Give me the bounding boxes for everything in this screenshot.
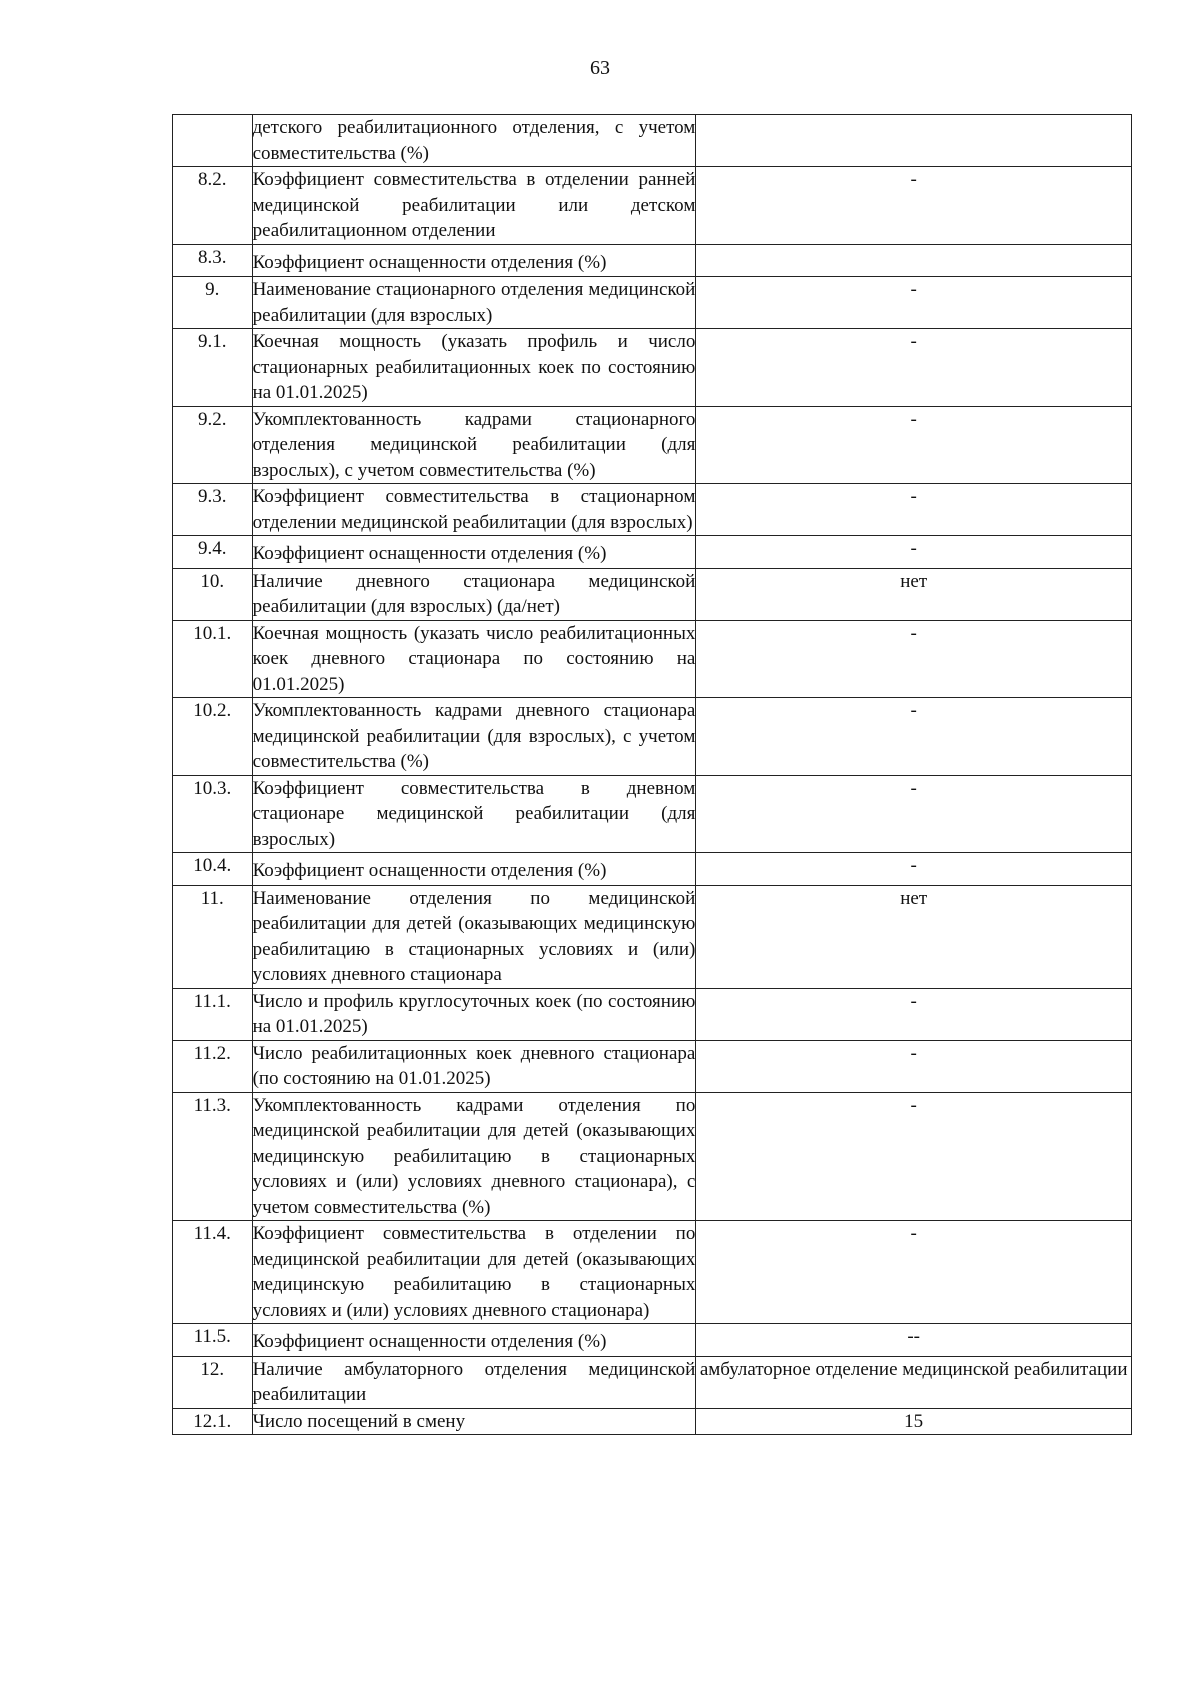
row-description: детского реабилитационного отделения, с учетом совместительства (%) (252, 115, 696, 167)
row-description: Коэффициент оснащенности отделения (%) (252, 536, 696, 569)
row-number: 8.2. (173, 167, 253, 245)
row-number: 12.1. (173, 1408, 253, 1435)
row-number: 10. (173, 568, 253, 620)
row-description: Наличие амбулаторного отделения медицинской реабилитации (252, 1356, 696, 1408)
row-number: 10.3. (173, 775, 253, 853)
row-description: Коэффициент совместительства в дневном стационаре медицинской реабилитации (для взрослых) (252, 775, 696, 853)
row-number: 9.2. (173, 406, 253, 484)
row-number: 8.3. (173, 244, 253, 277)
row-description: Укомплектованность кадрами стационарного отделения медицинской реабилитации (для взрослых), с учетом совместительства (%) (252, 406, 696, 484)
row-value: - (696, 853, 1132, 886)
table-row (173, 536, 1132, 569)
row-description: Наличие дневного стационара медицинской реабилитации (для взрослых) (да/нет) (252, 568, 696, 620)
row-description: Число и профиль круглосуточных коек (по состоянию на 01.01.2025) (252, 988, 696, 1040)
row-description: Коэффициент оснащенности отделения (%) (252, 1324, 696, 1357)
row-value: - (696, 1221, 1132, 1324)
table-row (173, 1040, 1132, 1092)
row-description: Коечная мощность (указать профиль и число стационарных реабилитационных коек по состоянию на 01.01.2025) (252, 329, 696, 407)
row-value: - (696, 406, 1132, 484)
table-row (173, 775, 1132, 853)
row-number: 11.5. (173, 1324, 253, 1357)
row-number: 10.1. (173, 620, 253, 698)
row-value: нет (696, 568, 1132, 620)
row-value (696, 115, 1132, 167)
row-description: Коечная мощность (указать число реабилитационных коек дневного стационара по состоянию на 01.01.2025) (252, 620, 696, 698)
row-value: - (696, 698, 1132, 776)
row-value: - (696, 775, 1132, 853)
table-row (173, 1092, 1132, 1221)
row-value: амбулаторное отделение медицинской реабилитации (696, 1356, 1132, 1408)
row-description: Коэффициент совместительства в отделении ранней медицинской реабилитации или детском реабилитационном отделении (252, 167, 696, 245)
table-row (173, 484, 1132, 536)
row-description: Наименование стационарного отделения медицинской реабилитации (для взрослых) (252, 277, 696, 329)
row-description: Наименование отделения по медицинской реабилитации для детей (оказывающих медицинскую реабилитацию в стационарных условиях и (или) условиях дневного стационара (252, 885, 696, 988)
row-number: 12. (173, 1356, 253, 1408)
row-value: - (696, 484, 1132, 536)
table-row (173, 853, 1132, 886)
row-description: Укомплектованность кадрами дневного стационара медицинской реабилитации (для взрослых), с учетом совместительства (%) (252, 698, 696, 776)
row-value: - (696, 329, 1132, 407)
row-number: 10.4. (173, 853, 253, 886)
table-row (173, 885, 1132, 988)
row-description: Коэффициент совместительства в отделении по медицинской реабилитации для детей (оказывающих медицинскую реабилитацию в стационарных условиях и (или) условиях дневного стационара) (252, 1221, 696, 1324)
row-value: - (696, 1040, 1132, 1092)
table-row (173, 329, 1132, 407)
row-value: - (696, 1092, 1132, 1221)
row-number: 9.3. (173, 484, 253, 536)
row-value (696, 244, 1132, 277)
table-row (173, 1324, 1132, 1357)
table-row (173, 568, 1132, 620)
table-row (173, 1221, 1132, 1324)
table-row (173, 277, 1132, 329)
row-number: 11.1. (173, 988, 253, 1040)
row-value: 15 (696, 1408, 1132, 1435)
table-row (173, 1356, 1132, 1408)
table-row (173, 244, 1132, 277)
page-number: 63 (590, 57, 610, 79)
row-value: - (696, 277, 1132, 329)
row-number: 9.4. (173, 536, 253, 569)
row-description: Число реабилитационных коек дневного стационара (по состоянию на 01.01.2025) (252, 1040, 696, 1092)
table-row (173, 698, 1132, 776)
row-number: 9.1. (173, 329, 253, 407)
row-value: - (696, 620, 1132, 698)
report-table (172, 114, 1132, 1435)
row-number: 11.4. (173, 1221, 253, 1324)
table-row (173, 115, 1132, 167)
row-description: Число посещений в смену (252, 1408, 696, 1435)
table-row (173, 1408, 1132, 1435)
row-number: 11.2. (173, 1040, 253, 1092)
row-number: 9. (173, 277, 253, 329)
row-description: Коэффициент оснащенности отделения (%) (252, 244, 696, 277)
row-value: - (696, 988, 1132, 1040)
row-value: -- (696, 1324, 1132, 1357)
row-number: 11.3. (173, 1092, 253, 1221)
table-row (173, 988, 1132, 1040)
row-description: Коэффициент совместительства в стационарном отделении медицинской реабилитации (для взрослых) (252, 484, 696, 536)
table-row (173, 167, 1132, 245)
row-value: - (696, 536, 1132, 569)
row-description: Укомплектованность кадрами отделения по медицинской реабилитации для детей (оказывающих медицинскую реабилитацию в стационарных условиях и (или) условиях дневного стационара), с учетом совместительства (%) (252, 1092, 696, 1221)
table-row (173, 620, 1132, 698)
table-row (173, 406, 1132, 484)
row-number: 10.2. (173, 698, 253, 776)
row-value: нет (696, 885, 1132, 988)
row-number: 11. (173, 885, 253, 988)
row-description: Коэффициент оснащенности отделения (%) (252, 853, 696, 886)
row-value: - (696, 167, 1132, 245)
row-number (173, 115, 253, 167)
